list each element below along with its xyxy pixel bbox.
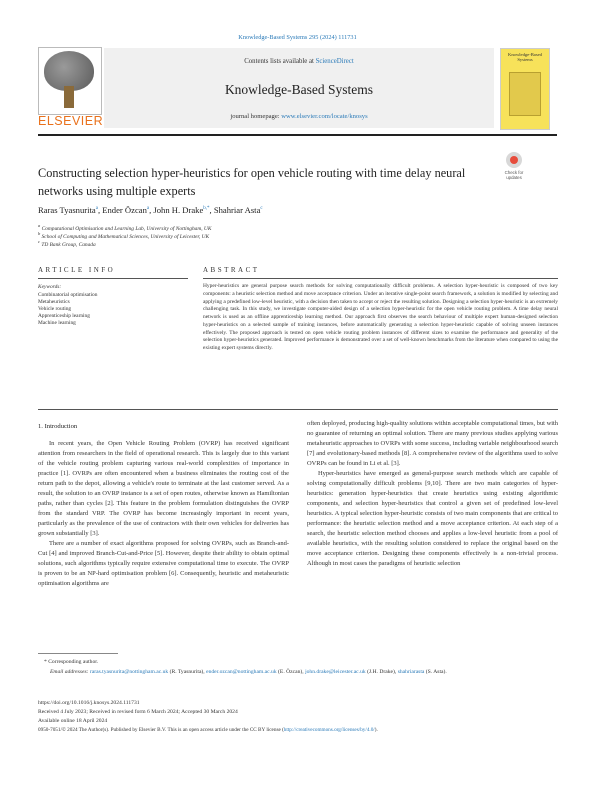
author-affil-sup[interactable]: c [260,206,263,212]
divider [38,409,558,410]
homepage-link[interactable]: www.elsevier.com/locate/knosys [281,113,368,120]
keyword: Vehicle routing [38,306,72,312]
online-date: Available online 18 April 2024 [38,718,108,724]
doi-link[interactable]: https://doi.org/10.1016/j.knosys.2024.111731 [38,700,140,706]
paragraph: There are a number of exact algorithms proposed for solving OVRPs, such as Branch-and-Cut [4] and improved Branch-Cut-and-Price [5]. However, despite their ability to obtain optimal solutions, such algorithms typically require extensive computational time to execute. The OVRP is proven to be an NP-hard optimisation problem [6]. Consequently, heuristic and metaheuristic optimisation algorithms are [38,540,289,587]
divider [203,278,558,279]
license-link[interactable]: http://creativecommons.org/licenses/by/4.0/ [283,727,375,733]
tree-icon [44,51,94,91]
footnote-rule [38,653,118,654]
email-owner: (E. Özcan), [276,669,306,675]
author-name: Ender Özcan [102,205,147,215]
abstract-text: Hyper-heuristics are general purpose search methods for solving computationally difficult problems. A selection hyper-heuristic is composed of two key components: a heuristic selection method and move acceptance criterion. Under an iterative single-point search framework, a solution is modified by selecting and applying a predefined low-level heuristic, with a decision then taken to accept or reject the resulting solution. Designing a selection hyper-heuristic is an extremely challenging task. In this study, we investigate computer-aided design of a selection hyper-heuristic for the open vehicle routing problem. A time delay neural network is used as an offline apprenticeship learning method. Our approach first observes the search behaviour of multiple expert human-designed selection hyper-heuristics on a selected sample of training instances, before automatically generating a selection hyper-heuristic capable of solving unseen instances effectively. The proposed approach is tested on open vehicle routing problem instances of different sizes to examine the performance and generality of the selection hyper-heuristics generated. Improved performance is demonstrated over a set of well-known benchmarks from the literature when compared to using the existing expert systems directly. [203,283,558,351]
cover-image [509,72,541,116]
email-owner: (S. Asta). [424,669,447,675]
email-label: Email addresses: [50,669,89,675]
crossmark-label: Check for updates [504,170,524,180]
affiliation [38,239,96,248]
article-title: Constructing selection hyper-heuristics for open vehicle routing with time delay neural networks using multiple experts [38,166,466,198]
sciencedirect-link[interactable]: ScienceDirect [315,58,354,65]
homepage-line [104,113,494,120]
paragraph: In recent years, the Open Vehicle Routing Problem (OVRP) has received significant attention from researchers in the field of operational research. This is largely due to this variant of the vehicle routing problem capturing various real-world complexities of importance in practice [1]. OVRPs are often encountered when a business eliminates the routing cost of the return path to the depot, allowing a vehicle's route to terminate at the last customer served. As a result, the solution to an OVRP instance is a set of open routes, otherwise known as Hamiltonian paths, rather than cycles [2]. This feature in the problem formulation distinguishes the OVRP from the standard VRP. The OVRP has become increasingly important in recent years, particularly as the prevalence of the use of contractors with their own vehicles for deliveries has grown substantially [3]. [38,440,289,537]
author-name: Raras Tyasnurita [38,205,96,215]
header-rule [38,134,557,136]
license-line [38,727,563,733]
keyword: Combinatorial optimisation [38,292,98,298]
publisher-name: ELSEVIER [38,114,104,128]
homepage-prefix: journal homepage: [230,113,282,120]
affiliation-text: TD Bank Group, Canada [41,241,96,248]
keyword: Machine learning [38,320,76,326]
paragraph: Hyper-heuristics have emerged as general-purpose search methods which are capable of solving computationally difficult problems [9,10]. There are two main categories of hyper-heuristics: generation hyper-heuristics that create heuristics using existing algorithmic components, and selection hyper-heuristics that control a given set of predefined low-level heuristics. A typical selection hyper-heuristic consists of two main components that are critical to performance: the heuristic selection method and a move acceptance criterion. At each step of a search, the heuristic selection method chooses and applies a low-level heuristic from a pool of available heuristics, with the resulting solution considered to replace the original based on the move acceptance criterion. Designing these components effectively is a non-trivial process. Although in most cases the paradigms of heuristic selection [307,470,558,567]
author-affil-sup[interactable]: b,* [203,206,210,212]
corresponding-note: * Corresponding author. [44,659,99,665]
affiliation-text: Computational Optimisation and Learning Lab, University of Nottingham, UK [41,225,212,232]
author-name: Shahriar Asta [213,205,261,215]
email-link[interactable]: john.drake@leicester.ac.uk [305,669,366,675]
affiliation-sup: a [38,223,41,228]
email-owner: (J.H. Drake), [365,669,397,675]
article-info-heading: ARTICLE INFO [38,266,116,274]
journal-name: Knowledge-Based Systems [224,82,374,97]
abstract-heading: ABSTRACT [203,266,260,274]
left-column [38,439,289,589]
journal-reference[interactable]: Knowledge-Based Systems 295 (2024) 111731 [238,34,357,41]
affiliation-sup: b [38,231,41,236]
email-link[interactable]: ender.ozcan@nottingham.ac.uk [206,669,277,675]
tree-trunk-icon [64,86,74,108]
crossmark-center-icon [510,156,518,164]
email-link[interactable]: shahriarasta [397,669,425,675]
author-name: John H. Drake [153,205,204,215]
paragraph: often deployed, producing high-quality solutions within acceptable computational times, but with no guarantee of returning an optimal solution. There are many previous studies applying various metaheuristic approaches to OVRPs with some success, including variable neighbourhood search [7] and evolutionary-based methods [8]. A comprehensive review of the algorithms used to solve OVRPs can be found in Li et al. [3]. [307,420,559,467]
divider [38,278,188,279]
affiliation-sup: c [38,239,40,244]
contents-line [104,58,494,65]
keyword: Apprenticeship learning [38,313,90,319]
corresponding-text: Corresponding author. [48,659,99,665]
license-suffix: ). [374,727,378,733]
author-list: Raras Tyasnurita$^a$, Ender Özcan$^a$, John H. Drake$^{b,*}$, Shahriar Asta$^c$ [38,205,263,215]
email-addresses [50,668,558,677]
affiliation-text: School of Computing and Mathematical Sciences, University of Leicester, UK [41,233,210,240]
author-affil-sup[interactable]: a [95,206,98,212]
cover-title: Knowledge-Based Systems [508,52,542,62]
contents-prefix: Contents lists available at [244,58,316,65]
keyword: Metaheuristics [38,299,70,305]
received-dates: Received 4 July 2023; Received in revised form 6 March 2024; Accepted 30 March 2024 [38,709,238,715]
license-text: 0950-7051/© 2024 The Author(s). Published by Elsevier B.V. This is an open access article under the CC BY license ( [38,727,284,733]
author-affil-sup[interactable]: a [146,206,150,212]
email-owner: (R. Tyasnurita), [168,669,207,675]
keywords-label: Keywords: [38,284,62,290]
email-link[interactable]: raras.tyasnurita@nottingham.ac.uk [89,669,169,675]
right-column [307,419,558,569]
section-title: 1. Introduction [38,423,78,430]
